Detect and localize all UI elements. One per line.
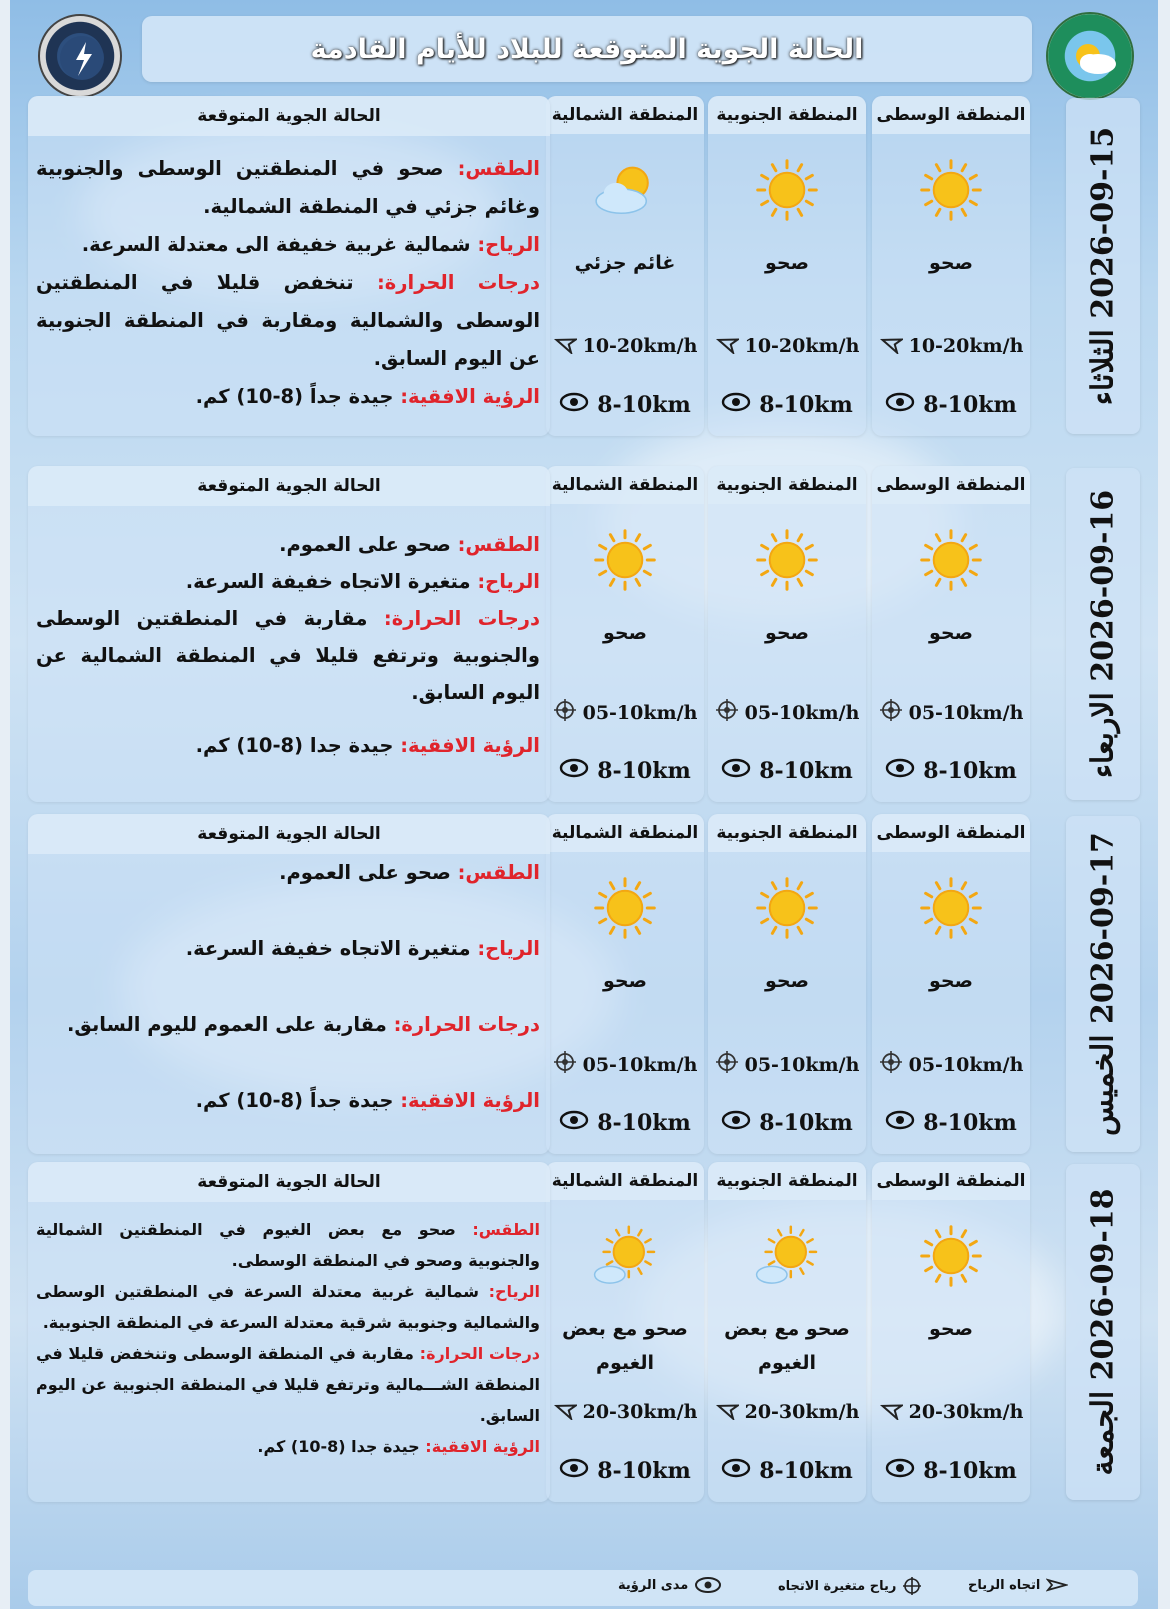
- day-date: 2026-09-15 الثلاثاء: [1085, 126, 1121, 406]
- weather-line: [36, 854, 540, 892]
- wind-text: شمالية غربية خفيفة الى معتدلة السرعة.: [81, 233, 471, 256]
- region-visibility: [872, 1458, 1030, 1484]
- weather-text: صحو على العموم.: [279, 861, 451, 884]
- forecast-heading: الحالة الجوية المتوقعة: [28, 1162, 550, 1202]
- region-wind-value: 05-10km/h: [908, 1053, 1024, 1076]
- sun-icon: [589, 524, 661, 600]
- region-name: المنطقة الشمالية: [546, 1162, 704, 1200]
- variable-wind-icon: [879, 1050, 903, 1079]
- eye-icon: [559, 758, 589, 784]
- region-visibility-value: 8-10km: [923, 1110, 1017, 1136]
- weather-text: صحو في المنطقتين الوسطى والجنوبية وغائم جزئي في المنطقة الشمالية.: [36, 157, 540, 218]
- region-wind: [708, 1050, 866, 1079]
- region-visibility-value: 8-10km: [759, 1458, 853, 1484]
- eye-icon: [694, 1576, 722, 1594]
- temp-text: مقاربة في المنطقتين الوسطى والجنوبية وترتفع قليلا في المنطقة الشمالية عن اليوم السابق.: [36, 607, 540, 704]
- meteorology-logo: [1046, 12, 1134, 100]
- region-wind-value: 05-10km/h: [744, 701, 860, 724]
- wind-line: [36, 1276, 540, 1338]
- visibility-text: جيدة جداً (8-10) كم.: [195, 1089, 394, 1112]
- region-visibility-value: 8-10km: [759, 392, 853, 418]
- eye-icon: [721, 758, 751, 784]
- region-condition: صحو مع بعض الغيوم: [724, 1318, 850, 1374]
- visibility-text: جيدة جدا (8-10) كم.: [195, 734, 394, 757]
- region-card: [708, 1162, 866, 1502]
- temp-text: تنخفض قليلا في المنطقتين الوسطى والشمالية ومقاربة في المنطقة الجنوبية عن اليوم السابق.: [36, 271, 540, 370]
- region-wind-value: 05-10km/h: [582, 701, 698, 724]
- region-wind: [708, 332, 866, 359]
- sun-icon: [915, 524, 987, 600]
- forecast-panel: [28, 96, 550, 436]
- weather-label: الطقس:: [457, 157, 540, 180]
- eye-icon: [721, 1110, 751, 1136]
- visibility-line: [36, 1431, 540, 1462]
- region-name: المنطقة الوسطى: [872, 466, 1030, 504]
- forecast-heading: الحالة الجوية المتوقعة: [28, 96, 550, 136]
- region-visibility-value: 8-10km: [759, 1110, 853, 1136]
- region-visibility: [546, 392, 704, 418]
- variable-wind-icon: [553, 1050, 577, 1079]
- visibility-label: الرؤية الافقية:: [400, 385, 540, 408]
- wind-direction-icon: [879, 332, 903, 359]
- region-visibility: [546, 1458, 704, 1484]
- temp-line: [36, 1006, 540, 1044]
- visibility-label: الرؤية الافقية:: [400, 1089, 540, 1112]
- date-strip: [1066, 468, 1140, 800]
- region-name: المنطقة الوسطى: [872, 814, 1030, 852]
- region-condition: صحو: [765, 970, 809, 992]
- region-card: [546, 1162, 704, 1502]
- forecast-text: [36, 526, 540, 764]
- header-bar: [142, 16, 1032, 82]
- variable-wind-icon: [553, 698, 577, 727]
- variable-wind-icon: [715, 698, 739, 727]
- region-wind-value: 10-20km/h: [908, 334, 1024, 357]
- region-wind: [872, 1398, 1030, 1425]
- region-card: [708, 466, 866, 802]
- weather-label: الطقس:: [457, 533, 540, 556]
- wind-direction-icon: [715, 332, 739, 359]
- region-wind: [708, 1398, 866, 1425]
- region-condition: صحو: [929, 970, 973, 992]
- wind-label: الرياح:: [477, 937, 540, 960]
- eye-icon: [721, 1458, 751, 1484]
- forecast-panel: [28, 814, 550, 1154]
- temp-line: [36, 600, 540, 711]
- wind-label: الرياح:: [477, 233, 540, 256]
- region-condition: صحو مع بعض الغيوم: [562, 1318, 688, 1374]
- region-condition: صحو: [603, 970, 647, 992]
- legend-visibility: [618, 1576, 722, 1594]
- region-visibility: [546, 1110, 704, 1136]
- page-title: الحالة الجوية المتوقعة للبلاد للأيام القادمة: [310, 33, 864, 65]
- temp-label: درجات الحرارة:: [393, 1013, 540, 1036]
- temp-label: درجات الحرارة:: [419, 1344, 540, 1363]
- region-visibility: [872, 758, 1030, 784]
- region-visibility-value: 8-10km: [923, 1458, 1017, 1484]
- region-condition: صحو: [929, 252, 973, 274]
- region-card: [546, 466, 704, 802]
- region-visibility-value: 8-10km: [597, 392, 691, 418]
- eye-icon: [885, 1110, 915, 1136]
- day-section: [0, 1162, 1170, 1502]
- day-date: 2026-09-16 الاربعاء: [1085, 489, 1121, 779]
- weather-label: الطقس:: [457, 861, 540, 884]
- region-visibility-value: 8-10km: [597, 1458, 691, 1484]
- region-wind-value: 05-10km/h: [582, 1053, 698, 1076]
- forecast-heading: الحالة الجوية المتوقعة: [28, 814, 550, 854]
- eye-icon: [559, 392, 589, 418]
- region-wind-value: 10-20km/h: [744, 334, 860, 357]
- variable-wind-icon: [715, 1050, 739, 1079]
- wind-text: شمالية غربية معتدلة السرعة في المنطقتين الوسطى والشمالية وجنوبية شرقية معتدلة السرعة في المنطقة الجنوبية.: [36, 1282, 540, 1332]
- region-visibility-value: 8-10km: [597, 758, 691, 784]
- visibility-text: جيدة جدا (8-10) كم.: [257, 1437, 420, 1456]
- forecasting-logo: [38, 14, 122, 98]
- wind-direction-icon: [1046, 1576, 1068, 1594]
- region-wind-value: 20-30km/h: [744, 1400, 860, 1423]
- legend-visibility-label: مدى الرؤية: [618, 1577, 689, 1593]
- date-strip: [1066, 1164, 1140, 1500]
- region-card: [872, 1162, 1030, 1502]
- weather-line: [36, 1214, 540, 1276]
- region-wind: [872, 332, 1030, 359]
- region-wind: [546, 698, 704, 727]
- forecast-text: [36, 854, 540, 1120]
- region-visibility: [708, 1458, 866, 1484]
- temp-text: مقاربة في المنطقة الوسطى وتنخفض قليلا في المنطقة الشـــمالية وترتفع قليلا في المنطقة الجنوبية عن اليوم السابق.: [36, 1344, 540, 1425]
- date-strip: [1066, 98, 1140, 434]
- visibility-text: جيدة جداً (8-10) كم.: [195, 385, 394, 408]
- region-condition: غائم جزئي: [574, 252, 676, 274]
- variable-wind-icon: [879, 698, 903, 727]
- sun-icon: [915, 872, 987, 948]
- region-visibility: [872, 392, 1030, 418]
- sun-icon: [751, 154, 823, 230]
- weather-line: [36, 526, 540, 563]
- region-name: المنطقة الشمالية: [546, 466, 704, 504]
- eye-icon: [885, 758, 915, 784]
- region-card: [546, 96, 704, 436]
- region-name: المنطقة الوسطى: [872, 1162, 1030, 1200]
- weather-text: صحو على العموم.: [279, 533, 451, 556]
- region-wind-value: 20-30km/h: [582, 1400, 698, 1423]
- legend-wind-direction: [968, 1576, 1068, 1594]
- sun-icon: [915, 1220, 987, 1296]
- day-section: [0, 814, 1170, 1154]
- wind-direction-icon: [879, 1398, 903, 1425]
- eye-icon: [721, 392, 751, 418]
- wind-line: [36, 563, 540, 600]
- region-visibility-value: 8-10km: [759, 758, 853, 784]
- visibility-line: [36, 378, 540, 416]
- forecast-heading: الحالة الجوية المتوقعة: [28, 466, 550, 506]
- region-name: المنطقة الجنوبية: [708, 96, 866, 134]
- region-condition: صحو: [765, 622, 809, 644]
- wind-line: [36, 930, 540, 968]
- region-name: المنطقة الجنوبية: [708, 466, 866, 504]
- legend-variable-wind: [778, 1576, 922, 1596]
- region-condition: صحو: [929, 1318, 973, 1340]
- region-card: [708, 814, 866, 1154]
- region-condition: صحو: [765, 252, 809, 274]
- legend-wind-direction-label: اتجاه الرياح: [968, 1577, 1041, 1593]
- visibility-label: الرؤية الافقية:: [425, 1437, 540, 1456]
- region-wind: [546, 1398, 704, 1425]
- sun-icon: [751, 524, 823, 600]
- day-date: 2026-09-18 الجمعة: [1085, 1188, 1121, 1476]
- wind-label: الرياح:: [488, 1282, 541, 1301]
- region-name: المنطقة الشمالية: [546, 96, 704, 134]
- forecast-text: [36, 1214, 540, 1462]
- day-section: [0, 96, 1170, 436]
- region-visibility: [708, 758, 866, 784]
- region-wind: [546, 1050, 704, 1079]
- region-wind-value: 20-30km/h: [908, 1400, 1024, 1423]
- day-date: 2026-09-17 الخميس: [1085, 832, 1121, 1136]
- region-visibility-value: 8-10km: [923, 392, 1017, 418]
- sun-icon: [589, 872, 661, 948]
- temp-text: مقاربة على العموم لليوم السابق.: [66, 1013, 387, 1036]
- variable-wind-icon: [902, 1576, 922, 1596]
- eye-icon: [885, 1458, 915, 1484]
- region-wind-value: 10-20km/h: [582, 334, 698, 357]
- sun-cloud-icon: [587, 1220, 663, 1300]
- sun-icon: [915, 154, 987, 230]
- eye-icon: [559, 1458, 589, 1484]
- legend-variable-wind-label: رياح متغيرة الاتجاه: [778, 1578, 897, 1594]
- weather-text: صحو مع بعض الغيوم في المنطقتين الشمالية والجنوبية وصحو في المنطقة الوسطى.: [36, 1220, 540, 1270]
- visibility-line: [36, 1082, 540, 1120]
- eye-icon: [885, 392, 915, 418]
- region-name: المنطقة الجنوبية: [708, 1162, 866, 1200]
- temp-line: [36, 264, 540, 378]
- forecast-panel: [28, 1162, 550, 1502]
- region-name: المنطقة الوسطى: [872, 96, 1030, 134]
- partly-cloudy-icon: [587, 154, 663, 234]
- day-section: [0, 466, 1170, 802]
- region-card: [546, 814, 704, 1154]
- wind-label: الرياح:: [477, 570, 540, 593]
- region-name: المنطقة الجنوبية: [708, 814, 866, 852]
- region-wind-value: 05-10km/h: [908, 701, 1024, 724]
- forecast-panel: [28, 466, 550, 802]
- eye-icon: [559, 1110, 589, 1136]
- weather-label: الطقس:: [472, 1220, 540, 1239]
- visibility-label: الرؤية الافقية:: [400, 734, 540, 757]
- sun-cloud-icon: [749, 1220, 825, 1300]
- visibility-line: [36, 727, 540, 764]
- region-visibility: [546, 758, 704, 784]
- temp-label: درجات الحرارة:: [377, 271, 540, 294]
- region-card: [872, 814, 1030, 1154]
- region-card: [872, 466, 1030, 802]
- region-wind-value: 05-10km/h: [744, 1053, 860, 1076]
- region-visibility: [872, 1110, 1030, 1136]
- region-card: [872, 96, 1030, 436]
- region-condition: صحو: [603, 622, 647, 644]
- wind-direction-icon: [715, 1398, 739, 1425]
- region-visibility-value: 8-10km: [923, 758, 1017, 784]
- region-wind: [872, 1050, 1030, 1079]
- region-visibility-value: 8-10km: [597, 1110, 691, 1136]
- sun-icon: [751, 872, 823, 948]
- region-visibility: [708, 392, 866, 418]
- region-wind: [708, 698, 866, 727]
- wind-direction-icon: [553, 1398, 577, 1425]
- temp-label: درجات الحرارة:: [383, 607, 540, 630]
- region-visibility: [708, 1110, 866, 1136]
- temp-line: [36, 1338, 540, 1431]
- date-strip: [1066, 816, 1140, 1152]
- wind-line: [36, 226, 540, 264]
- weather-line: [36, 150, 540, 226]
- region-card: [708, 96, 866, 436]
- forecast-text: [36, 150, 540, 416]
- wind-direction-icon: [553, 332, 577, 359]
- wind-text: متغيرة الاتجاه خفيفة السرعة.: [185, 570, 471, 593]
- region-wind: [872, 698, 1030, 727]
- region-wind: [546, 332, 704, 359]
- legend-bar: [28, 1570, 1138, 1606]
- wind-text: متغيرة الاتجاه خفيفة السرعة.: [185, 937, 471, 960]
- region-condition: صحو: [929, 622, 973, 644]
- region-name: المنطقة الشمالية: [546, 814, 704, 852]
